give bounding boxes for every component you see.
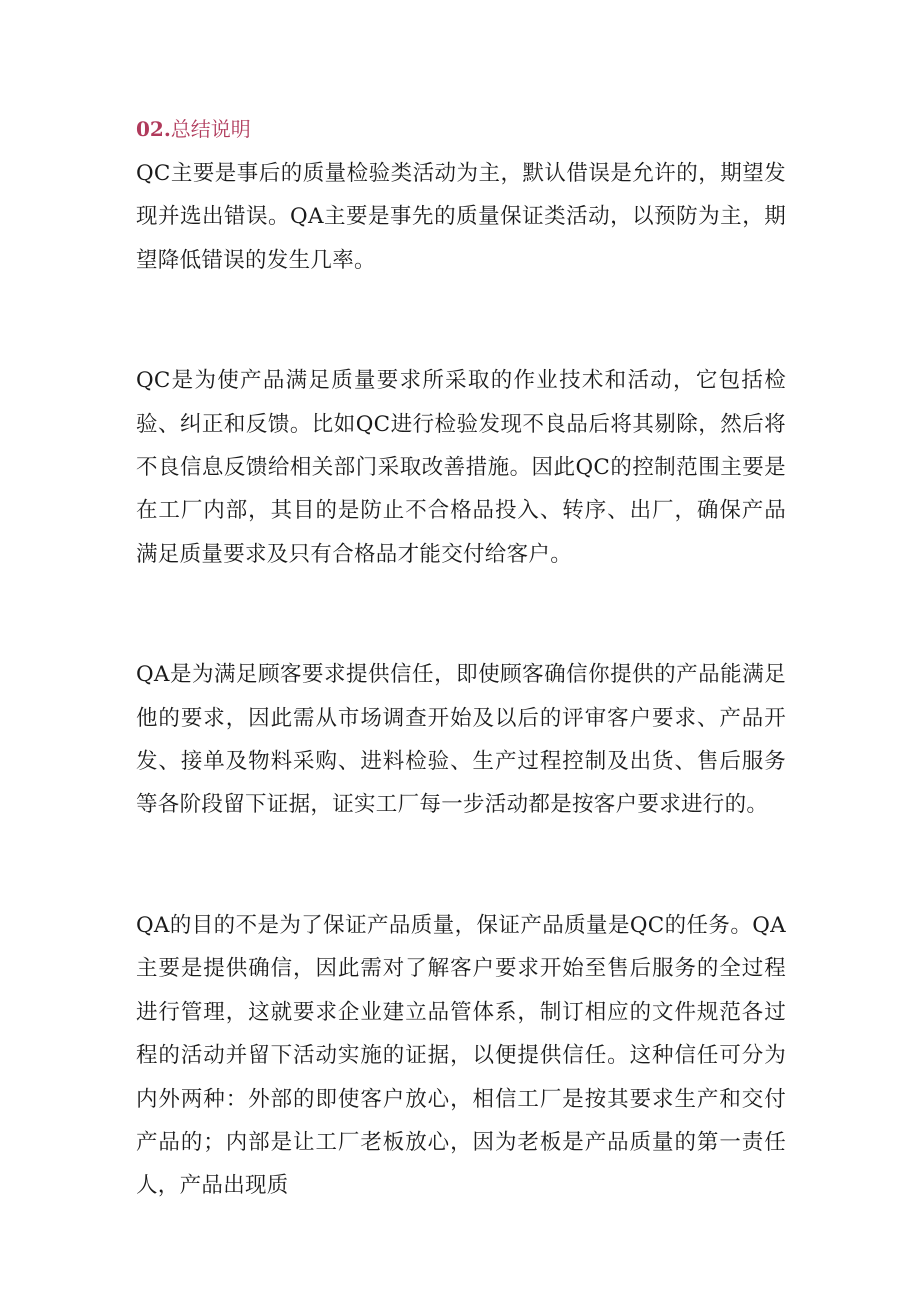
paragraph-qc-definition: QC是为使产品满足质量要求所采取的作业技术和活动，它包括检验、纠正和反馈。比如QC进行检验发现不良品后将其剔除，然后将不良信息反馈给相关部门采取改善措施。因此QC的控制范围主要是在工厂内部，其目的是防止不合格品投入、转序、出厂，确保产品满足质量要求及只有合格品才能交付给客户。 [136, 368, 786, 567]
document-body [136, 112, 786, 1208]
paragraph-spacer [136, 576, 786, 653]
section-title: 总结说明 [170, 117, 251, 141]
section-number: 02. [136, 117, 171, 141]
paragraph-spacer [136, 827, 786, 904]
paragraph-qa-definition: QA是为满足顾客要求提供信任，即使顾客确信你提供的产品能满足他的要求，因此需从市场调查开始及以后的评审客户要求、产品开发、接单及物料采购、进料检验、生产过程控制及出货、售后服务等各阶段留下证据，证实工厂每一步活动都是按客户要求进行的。 [136, 662, 786, 818]
paragraph-spacer [136, 282, 786, 359]
paragraph-qc-qa-summary: QC主要是事后的质量检验类活动为主，默认借误是允许的，期望发现并选出错误。QA主要是事先的质量保证类活动，以预防为主，期望降低错误的发生几率。 [136, 161, 786, 273]
paragraph-qa-purpose: QA的目的不是为了保证产品质量，保证产品质量是QC的任务。QA主要是提供确信，因此需对了解客户要求开始至售后服务的全过程进行管理，这就要求企业建立品管体系，制订相应的文件规范各过程的活动并留下活动实施的证据，以便提供信任。这种信任可分为内外两种：外部的即使客户放心，相信工厂是按其要求生产和交付产品的；内部是让工厂老板放心，因为老板是产品质量的第一责任人，产品出现质 [136, 912, 786, 1199]
section-heading [136, 112, 786, 146]
